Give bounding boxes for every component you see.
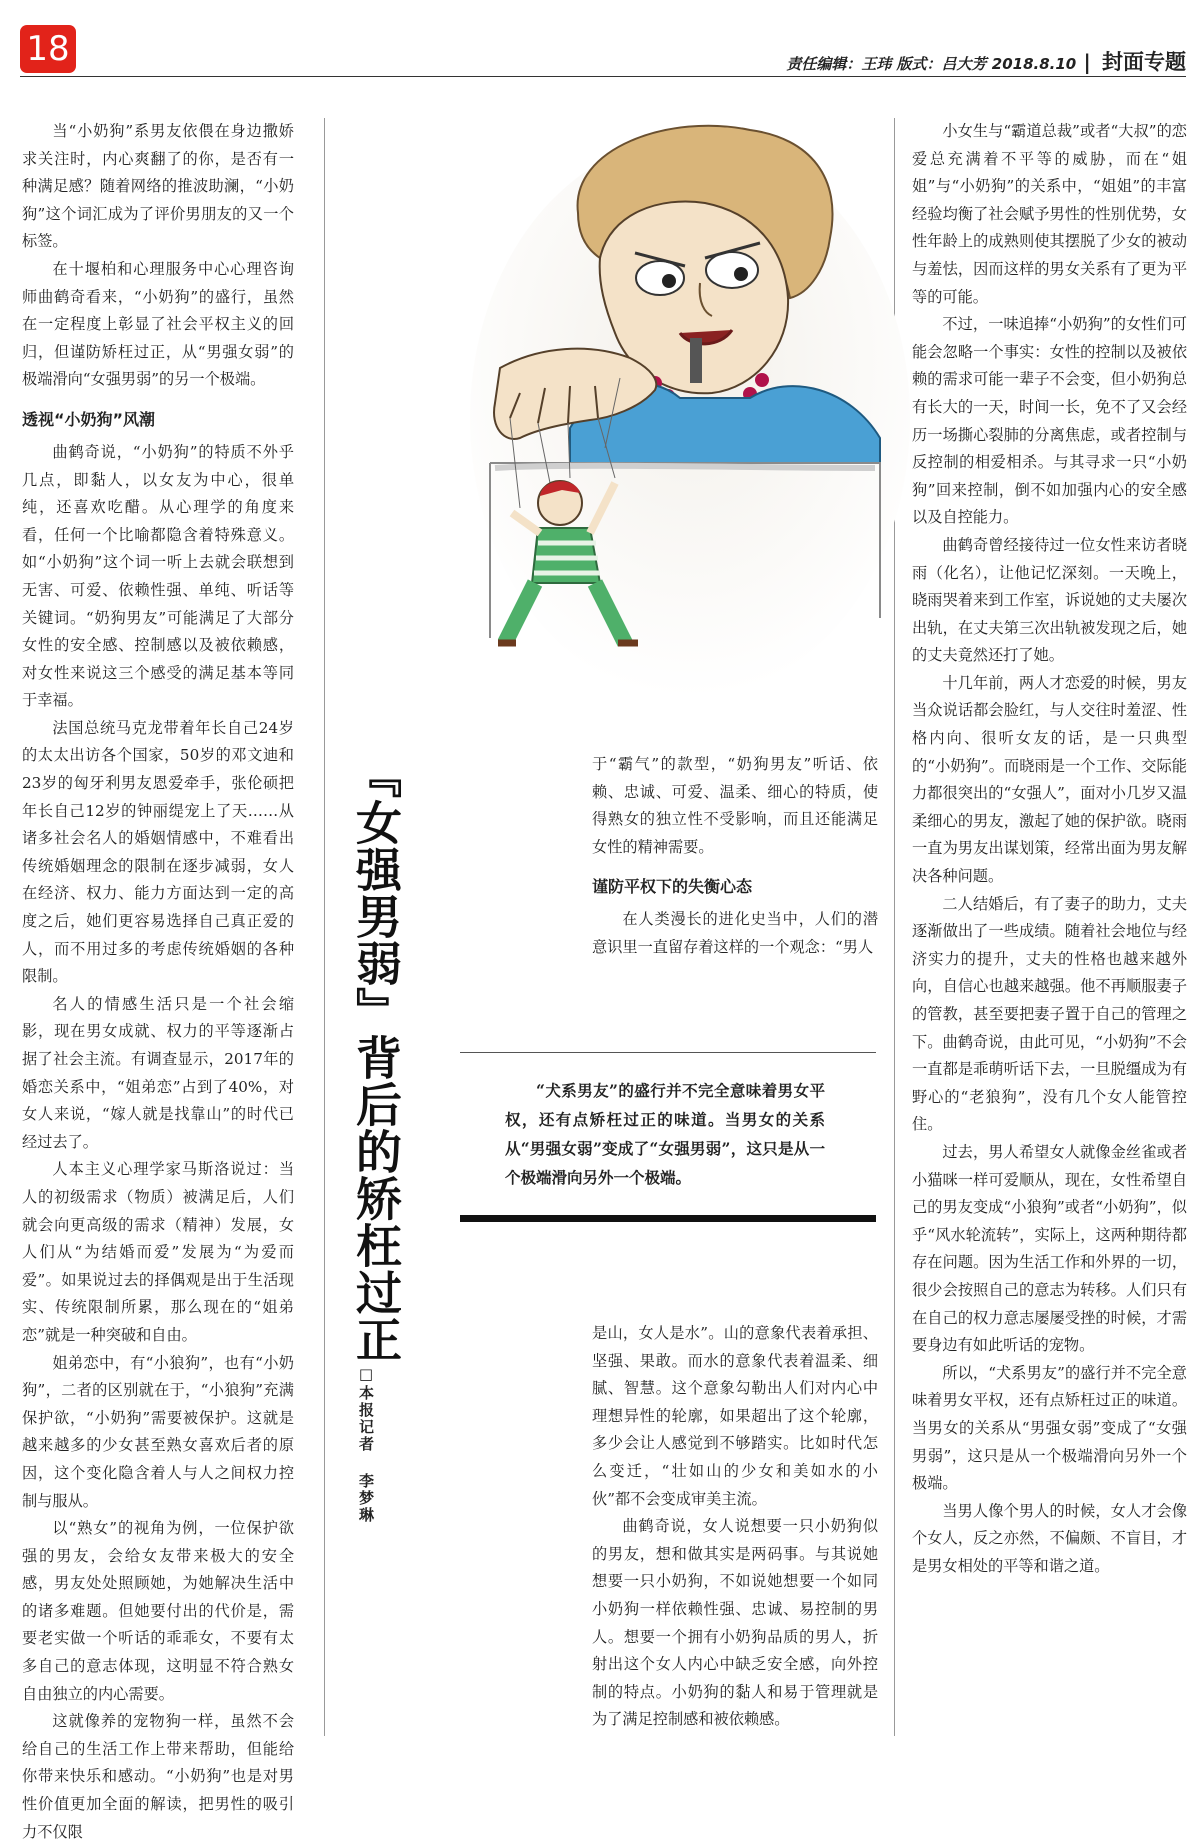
paragraph: 这就像养的宠物狗一样，虽然不会给自己的生活工作上带来帮助，但能给你带来快乐和感动。“小奶狗”也是对男性价值更加全面的解读，把男性的吸引力不仅限 — [22, 1712, 294, 1841]
article-column-right — [912, 118, 1187, 1736]
paragraph: 不过，一味追捧“小奶狗”的女性们可能会忽略一个事实：女性的控制以及被依赖的需求可能一辈子不会变，但小奶狗总有长大的一天，时间一长，免不了又会经历一场撕心裂肺的分离焦虑，或者控制与反控制的相爱相杀。与其寻求一只“小奶狗”回来控制，倒不如加强内心的安全感以及自控能力。 — [912, 315, 1187, 527]
subheading: 谨防平权下的失衡心态 — [592, 877, 753, 897]
paragraph: 人本主义心理学家马斯洛说过：当人的初级需求（物质）被满足后，人们就会向更高级的需求（精神）发展，女人们从“为结婚而爱”发展为“为爱而爱”。如果说过去的择偶观是出于生活现实、传统限制所累，那么现在的“姐弟恋”就是一种突破和自由。 — [22, 1160, 294, 1344]
paragraph: 姐弟恋中，有“小狼狗”，也有“小奶狗”，二者的区别就在于，“小狼狗”充满保护欲，“小奶狗”需要被保护。这就是越来越多的少女甚至熟女喜欢后者的原因，这个变化隐含着人与人之间权力控制与服从。 — [22, 1353, 294, 1510]
byline — [355, 1365, 377, 1524]
paragraph: 当男人像个男人的时候，女人才会像个女人，反之亦然，不偏颇、不盲目，才是男女相处的平等和谐之道。 — [912, 1501, 1187, 1575]
section-title: 封面专题 — [1102, 50, 1186, 74]
paragraph: 当“小奶狗”系男友依偎在身边撒娇求关注时，内心爽翻了的你，是否有一种满足感？随着网络的推波助澜，“小奶狗”这个词汇成为了评价男朋友的又一个标签。 — [22, 122, 294, 251]
paragraph: 法国总统马克龙带着年长自己24岁的太太出访各个国家，50岁的邓文迪和23岁的匈牙利男友恩爱牵手，张伦硕把年长自己12岁的钟丽缇宠上了天……从诸多社会名人的婚姻情感中，不难看出传统婚姻理念的限制在逐步减弱，女人在经济、权力、能力方面达到一定的高度之后，她们更容易选择自己真正爱的人，而不用过多的考虑传统婚姻的各种限制。 — [22, 718, 294, 986]
paragraph: 曲鹤奇说，女人说想要一只小奶狗似的男友，想和做其实是两码事。与其说她想要一只小奶狗，不如说她想要一个如同小奶狗一样依赖性强、忠诚、易控制的男人。想要一个拥有小奶狗品质的男人，折射出这个女人内心中缺乏安全感，向外控制的特点。小奶狗的黏人和易于管理就是为了满足控制感和被依赖感。 — [592, 1517, 878, 1729]
header-rule — [20, 76, 1186, 77]
paragraph: 在人类漫长的进化史当中，人们的潜意识里一直留存着这样的一个观念：“男人 — [592, 910, 878, 956]
byline-name: 李梦琳 — [357, 1473, 375, 1524]
article-column-middle-top — [592, 751, 878, 962]
pullquote-bottom-rule — [460, 1215, 876, 1222]
article-title: 『女强男弱』背后的矫枉过正 — [349, 752, 403, 1363]
article-column-left — [22, 118, 294, 1841]
header-credits: 责任编辑：王玮 版式：吕大芳 2018.8.10 — [786, 55, 1077, 73]
byline-label: □本报记者 — [357, 1365, 375, 1453]
article-column-middle-bottom — [592, 1320, 878, 1740]
paragraph: 名人的情感生活只是一个社会缩影，现在男女成就、权力的平等逐渐占据了社会主流。有调查显示，2017年的婚恋关系中，“姐弟恋”占到了40%，对女人来说，“嫁人就是找靠山”的时代已经过去了。 — [22, 994, 294, 1151]
paragraph: 小女生与“霸道总裁”或者“大叔”的恋爱总充满着不平等的威胁，而在“姐姐”与“小奶狗”的关系中，“姐姐”的丰富经验均衡了社会赋予男性的性别优势，女性年龄上的成熟则使其摆脱了少女的被动与羞怯，因而这样的男女关系有了更为平等的可能。 — [912, 122, 1187, 306]
paragraph: 过去，男人希望女人就像金丝雀或者小猫咪一样可爱顺从，现在，女性希望自己的男友变成“小狼狗”或者“小奶狗”，似乎“风水轮流转”，实际上，这两种期待都存在问题。因为生活工作和外界的一切，很少会按照自己的意志为转移。人们只有在自己的权力意志屡屡受挫的时候，才需要身边有如此听话的宠物。 — [912, 1142, 1187, 1355]
illustration-svg — [450, 118, 900, 708]
paragraph: 曲鹤奇说，“小奶狗”的特质不外乎几点，即黏人，以女友为中心，很单纯，还喜欢吃醋。从心理学的角度来看，任何一个比喻都隐含着特殊意义。如“小奶狗”这个词一听上去就会联想到无害、可爱、依赖性强、单纯、听话等关键词。“奶狗男友”可能满足了大部分女性的安全感、控制感以及被依赖感，对女性来说这三个感受的满足基本等同于幸福。 — [22, 442, 294, 710]
column-divider — [324, 118, 325, 1736]
pullquote-top-rule — [460, 1052, 876, 1053]
page-number: 18 — [20, 25, 76, 73]
paragraph: 于“霸气”的款型，“奶狗男友”听话、依赖、忠诚、可爱、温柔、细心的特质，使得熟女的独立性不受影响，而且还能满足女性的精神需要。 — [592, 755, 878, 856]
paragraph: 以“熟女”的视角为例，一位保护欲强的男友，会给女友带来极大的安全感，男友处处照顾她，为她解决生活中的诸多难题。但她要付出的代价是，需要老实做一个听话的乖乖女，不要有太多自己的意志体现，这明显不符合熟女自由独立的内心需要。 — [22, 1519, 294, 1703]
page-header — [786, 46, 1186, 76]
paragraph: 在十堰柏和心理服务中心心理咨询师曲鹤奇看来，“小奶狗”的盛行，虽然在一定程度上彰显了社会平权主义的回归，但谨防矫枉过正，从“男强女弱”的极端滑向“女强男弱”的另一个极端。 — [22, 259, 294, 389]
paragraph: 二人结婚后，有了妻子的助力，丈夫逐渐做出了一些成绩。随着社会地位与经济实力的提升，丈夫的性格也越来越外向，自信心也越来越强。他不再顺服妻子的管教，甚至要把妻子置于自己的管理之下。曲鹤奇说，由此可见，“小奶狗”不会一直都是乖萌听话下去，一旦脱缰成为有野心的“老狼狗”，没有几个女人能管控住。 — [912, 894, 1187, 1134]
paragraph: 所以，“犬系男友”的盛行并不完全意味着男女平权，还有点矫枉过正的味道。当男女的关系从“男强女弱”变成了“女强男弱”，这只是从一个极端滑向另外一个极端。 — [912, 1363, 1187, 1493]
paragraph: 十几年前，两人才恋爱的时候，男友当众说话都会脸红，与人交往时羞涩、性格内向、很听女友的话，是一只典型的“小奶狗”。而晓雨是一个工作、交际能力都很突出的“女强人”，面对小几岁又温柔细心的男友，激起了她的保护欲。晓雨一直为男友出谋划策，经常出面为男友解决各种问题。 — [912, 673, 1187, 886]
header-divider: | — [1083, 50, 1091, 74]
paragraph: 是山，女人是水”。山的意象代表着承担、坚强、果敢。而水的意象代表着温柔、细腻、智慧。这个意象勾勒出人们对内心中理想异性的轮廓，如果超出了这个轮廓，多少会让人感觉到不够踏实。比如时代怎么变迁，“壮如山的少女和美如水的小伙”都不会变成审美主流。 — [592, 1324, 878, 1508]
puppeteer-illustration — [450, 118, 900, 708]
subheading: 透视“小奶狗”风潮 — [22, 409, 156, 429]
paragraph: 曲鹤奇曾经接待过一位女性来访者晓雨（化名），让他记忆深刻。一天晚上，晓雨哭着来到工作室，诉说她的丈夫屡次出轨，在丈夫第三次出轨被发现之后，她的丈夫竟然还打了她。 — [912, 535, 1187, 665]
pullquote: “犬系男友”的盛行并不完全意味着男女平权，还有点矫枉过正的味道。当男女的关系从“男强女弱”变成了“女强男弱”，这只是从一个极端滑向另外一个极端。 — [505, 1081, 825, 1187]
